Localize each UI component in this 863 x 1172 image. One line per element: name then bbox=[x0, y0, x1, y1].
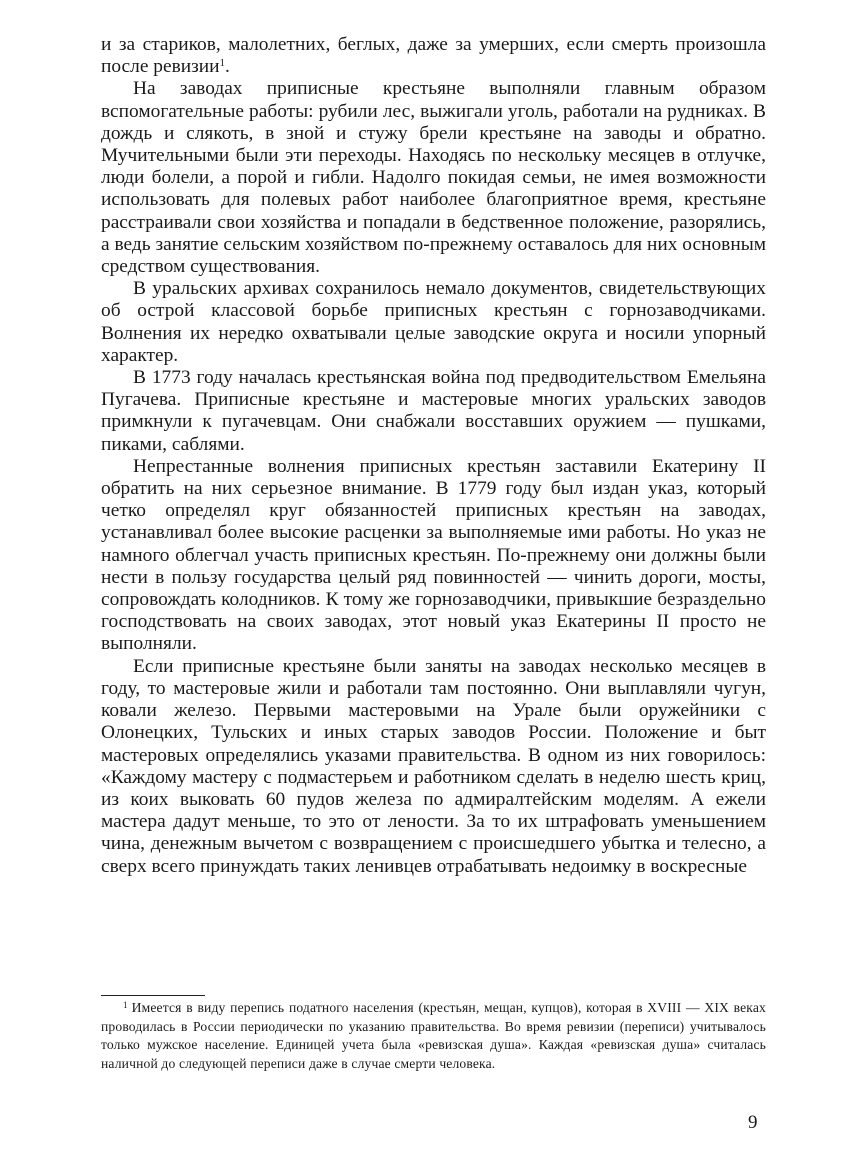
paragraph: Если приписные крестьяне были заняты на заводах несколько месяцев в году, то мастеровые жили и работали там постоянно. Они выплавляли чугун, ковали железо. Первыми мастеровыми на Урале были оружейники с Олонецких, Тульских и иных старых заводов России. Положение и быт мастеровых определялись указами правительства. В одном из них говорилось: «Каждому мастеру с подмастерьем и работником сделать в неделю шесть криц, из коих выковать 60 пудов железа по адмиралтейским моделям. А ежели мастера дадут меньше, то это от лености. За то их штрафовать уменьшением чина, денежным вычетом с возвращением с происшедшего убытка и телесно, а сверх всего принуждать таких ленивцев отрабатывать недоимку в воскресные bbox=[101, 655, 766, 877]
paragraph: Непрестанные волнения приписных крестьян заставили Екатерину II обратить на них серьезное внимание. В 1779 году был издан указ, который четко определял круг обязанностей приписных крестьян на заводах, устанавливал более высокие расценки за выполняемые ими работы. Но указ не намного облегчал участь приписных крестьян. По-прежнему они должны были нести в пользу государства целый ряд повинностей — чинить дороги, мосты, сопровождать колодников. К тому же горнозаводчики, привыкшие безраздельно господствовать на своих заводах, этот новый указ Екатерины II просто не выполняли. bbox=[101, 455, 766, 655]
footnote-paragraph bbox=[101, 999, 766, 1073]
body-text bbox=[101, 34, 766, 878]
paragraph-end: . bbox=[225, 56, 230, 78]
paragraph-text: и за стариков, малолетних, беглых, даже за умерших, если смерть произошла после ревизии bbox=[101, 34, 766, 78]
footnote bbox=[101, 999, 766, 1073]
page-number: 9 bbox=[748, 1112, 758, 1133]
paragraph: На заводах приписные крестьяне выполняли главным образом вспомогательные работы: рубили лес, выжигали уголь, работали на рудниках. В дождь и слякоть, в зной и стужу брели крестьяне на заводы и обратно. Мучительными были эти переходы. Находясь по нескольку месяцев в отлучке, люди болели, а порой и гибли. Надолго покидая семьи, не имея возможности использовать для полевых работ наиболее благоприятное время, крестьяне расстраивали свои хозяйства и попадали в бедственное положение, разорялись, а ведь занятие сельским хозяйством по-прежнему оставалось для них основным средством существования. bbox=[101, 78, 766, 278]
paragraph-continued bbox=[101, 34, 766, 78]
paragraph: В уральских архивах сохранилось немало документов, свидетельствующих об острой классовой борьбе приписных крестьян с горнозаводчиками. Волнения их нередко охватывали целые заводские округа и носили упорный характер. bbox=[101, 278, 766, 366]
footnote-marker: 1 bbox=[123, 1000, 128, 1010]
paragraph: В 1773 году началась крестьянская война под предводительством Емельяна Пугачева. Приписные крестьяне и мастеровые многих уральских заводов примкнули к пугачевцам. Они снабжали восставших оружием — пушками, пиками, саблями. bbox=[101, 367, 766, 455]
footnote-reference: 1 bbox=[219, 57, 226, 70]
footnote-divider bbox=[101, 995, 205, 996]
footnote-text: Имеется в виду перепись податного населения (крестьян, мещан, купцов), которая в XVIII — XIX веках проводилась в России периодически по указанию правительства. Во время ревизии (переписи) учитывалось только мужское население. Единицей учета была «ревизская душа». Каждая «ревизская душа» считалась наличной до следующей переписи даже в случае смерти человека. bbox=[101, 1000, 766, 1071]
